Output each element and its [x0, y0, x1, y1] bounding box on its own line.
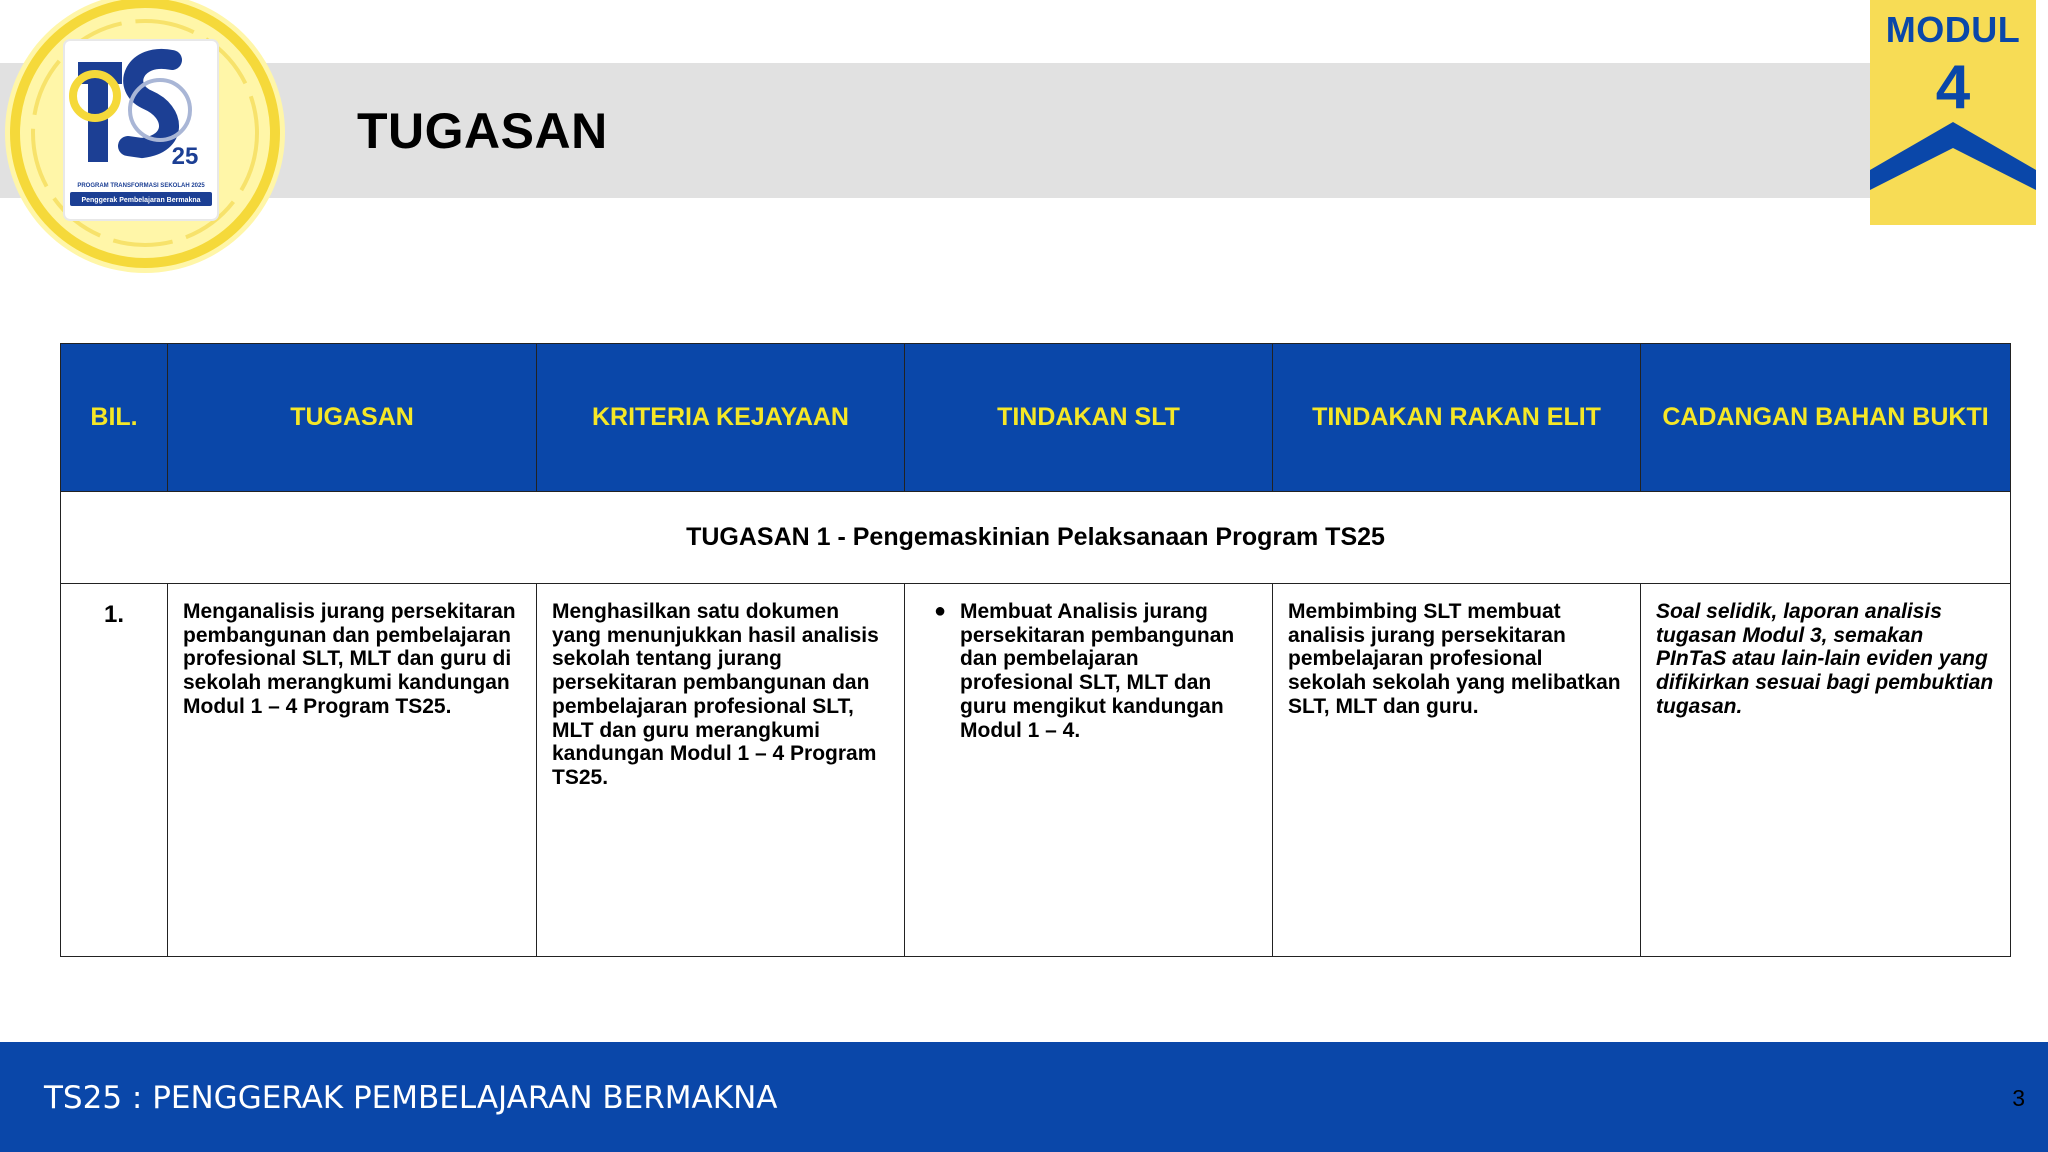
bullet-icon: ● — [933, 600, 947, 622]
cell-tindakan-slt — [905, 584, 1273, 957]
header-tugasan: TUGASAN — [168, 344, 537, 492]
task-table — [60, 343, 2011, 957]
logo-tagline: Penggerak Pembelajaran Bermakna — [81, 197, 201, 204]
table-row — [61, 584, 2011, 957]
cell-bahan-bukti-text: Soal selidik, laporan analisis tugasan Modul 3, semakan PInTaS atau lain-lain eviden yang difikirkan sesuai bagi pembuktian tugasan. — [1656, 600, 1994, 718]
header-tindakan-slt: TINDAKAN SLT — [905, 344, 1273, 492]
cell-bil: 1. — [61, 584, 168, 957]
header-tindakan-rakan: TINDAKAN RAKAN ELIT — [1273, 344, 1641, 492]
header-bahan-bukti: CADANGAN BAHAN BUKTI — [1641, 344, 2011, 492]
modul-number: 4 — [1935, 53, 1971, 122]
page-number: 3 — [2012, 1085, 2025, 1111]
section-row — [61, 492, 2011, 584]
footer-text: TS25 : PENGGERAK PEMBELAJARAN BERMAKNA — [44, 1080, 778, 1116]
header-kriteria: KRITERIA KEJAYAAN — [537, 344, 905, 492]
ts25-logo — [0, 0, 290, 275]
modul-label: MODUL — [1885, 9, 2021, 50]
cell-bahan-bukti — [1641, 584, 2011, 957]
section-title: TUGASAN 1 - Pengemaskinian Pelaksanaan Program TS25 — [61, 492, 2011, 584]
cell-kriteria: Menghasilkan satu dokumen yang menunjukkan hasil analisis sekolah tentang jurang persekitaran pembangunan dan pembelajaran profesional SLT, MLT dan guru merangkumi kandungan Modul 1 – 4 Program TS25. — [537, 584, 905, 957]
page-title: TUGASAN — [357, 103, 608, 159]
cell-tindakan-slt-text: Membuat Analisis jurang persekitaran pembangunan dan pembelajaran profesional SLT, MLT dan guru mengikut kandungan Modul 1 – 4. — [960, 600, 1235, 742]
logo-caption: PROGRAM TRANSFORMASI SEKOLAH 2025 — [77, 183, 205, 189]
header-bil: BIL. — [61, 344, 168, 492]
cell-tindakan-rakan: Membimbing SLT membuat analisis jurang persekitaran pembelajaran profesional sekolah sekolah yang melibatkan SLT, MLT dan guru. — [1273, 584, 1641, 957]
table-header-row — [61, 344, 2011, 492]
cell-tugasan: Menganalisis jurang persekitaran pembangunan dan pembelajaran profesional SLT, MLT dan guru di sekolah merangkumi kandungan Modul 1 – 4 Program TS25. — [168, 584, 537, 957]
logo-number: 25 — [171, 143, 199, 170]
